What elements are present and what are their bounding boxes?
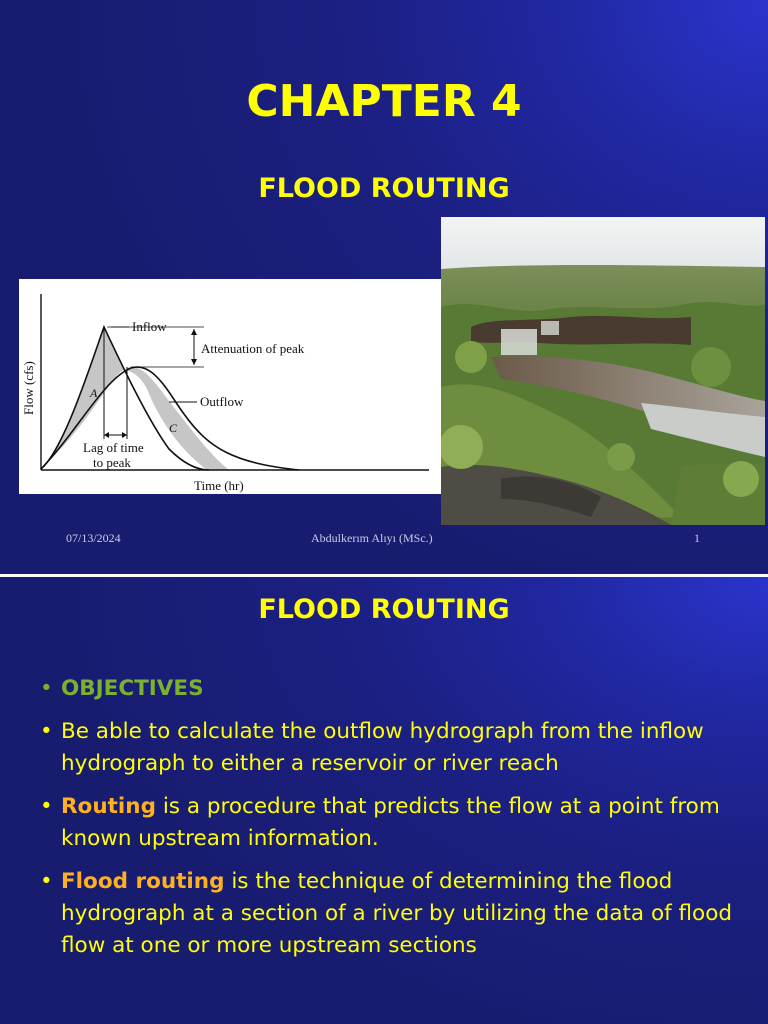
area-c-label: C [169, 421, 178, 435]
y-axis-label: Flow (cfs) [21, 361, 36, 415]
bullet-objectives [40, 673, 750, 705]
routing-definition: is a procedure that predicts the flow at a point from known upstream information. [61, 794, 720, 851]
routing-term: Routing [61, 794, 156, 819]
outflow-label: Outflow [200, 394, 244, 409]
lag-arrow-head-right [122, 432, 127, 438]
lag-arrow-head-left [104, 432, 109, 438]
slide-2 [0, 577, 768, 1024]
bullet-flood-routing [40, 866, 750, 962]
hydrograph-diagram [19, 279, 445, 494]
footer-page-number: 1 [694, 531, 700, 545]
slide-1-subtitle: FLOOD ROUTING [258, 173, 510, 204]
river-photo [441, 217, 765, 525]
footer-date: 07/13/2024 [66, 531, 121, 545]
x-axis-label: Time (hr) [194, 478, 244, 493]
attenuation-label: Attenuation of peak [201, 341, 305, 356]
area-a-label: A [90, 386, 98, 400]
bullet-dot: • [40, 794, 53, 819]
lag-label-line1: Lag of time [83, 440, 144, 455]
river-landscape-image [441, 217, 765, 525]
bullet-list [40, 673, 750, 973]
hydrograph-figure [19, 279, 445, 494]
bullet-calculate-text: Be able to calculate the outflow hydrograph from the inflow hydrograph to either a reservoir or river reach [61, 719, 704, 776]
chapter-title: CHAPTER 4 [246, 76, 522, 127]
bullet-dot: • [40, 719, 53, 744]
inflow-label: Inflow [132, 319, 167, 334]
flood-routing-term: Flood routing [61, 869, 225, 894]
bullet-routing [40, 791, 750, 855]
bullet-dot: • [40, 869, 53, 894]
footer-author: Abdulkerım Alıyı (MSc.) [311, 531, 433, 545]
attenuation-head-up [191, 329, 197, 335]
bullet-calculate [40, 716, 750, 780]
flood-routing-definition: is the technique of determining the flood hydrograph at a section of a river by utilizing the data of flood flow at one or more upstream sections [61, 869, 732, 958]
bullet-dot: • [40, 676, 53, 701]
lag-label-line2: to peak [93, 455, 131, 470]
objectives-heading: OBJECTIVES [61, 676, 204, 701]
slide-2-title: FLOOD ROUTING [258, 594, 510, 625]
attenuation-head-down [191, 359, 197, 365]
